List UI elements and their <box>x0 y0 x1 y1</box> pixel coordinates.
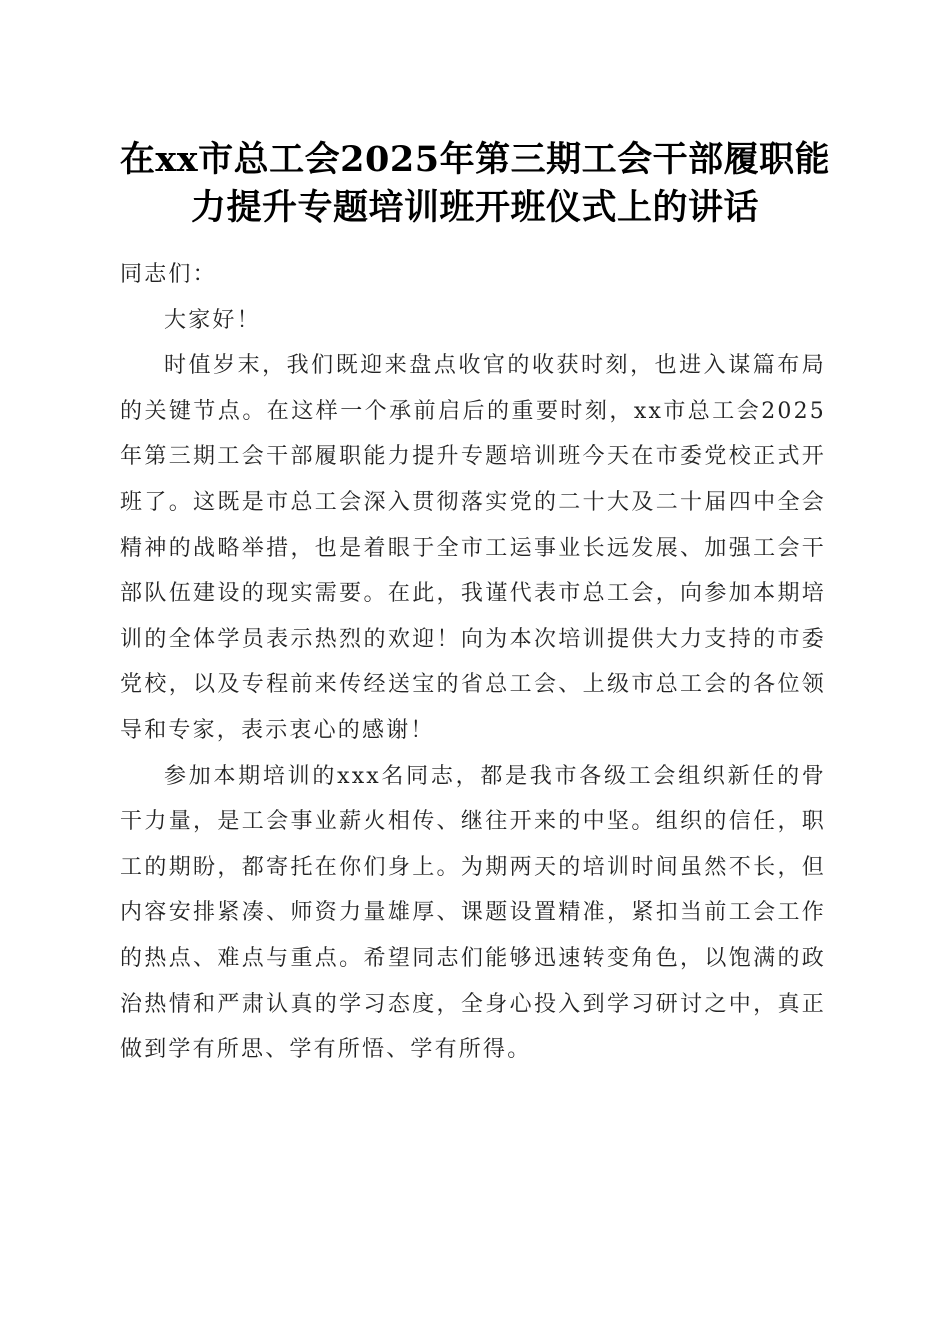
salutation: 同志们： <box>120 262 217 287</box>
greeting: 大家好！ <box>164 307 261 333</box>
document-body <box>120 252 826 1073</box>
paragraph-2: 参加本期培训的xxx名同志，都是我市各级工会组织新任的骨干力量，是工会事业薪火相传、继往开来的中坚。组织的信任，职工的期盼，都寄托在你们身上。为期两天的培训时间虽然不长，但内容安排紧凑、师资力量雄厚、课题设置精准，紧扣当前工会工作的热点、难点与重点。希望同志们能够迅速转变角色，以饱满的政治热情和严肃认真的学习态度，全身心投入到学习研讨之中，真正做到学有所思、学有所悟、学有所得。 <box>120 763 826 1063</box>
title-line-1: 在xx市总工会2025年第三期工会干部履职能 <box>119 139 831 180</box>
document-title <box>100 136 850 232</box>
paragraph-1: 时值岁末，我们既迎来盘点收官的收获时刻，也进入谋篇布局的关键节点。在这样一个承前启后的重要时刻，xx市总工会2025年第三期工会干部履职能力提升专题培训班今天在市委党校正式开班了。这既是市总工会深入贯彻落实党的二十大及二十届四中全会精神的战略举措，也是着眼于全市工运事业长远发展、加强工会干部队伍建设的现实需要。在此，我谨代表市总工会，向参加本期培训的全体学员表示热烈的欢迎！向为本次培训提供大力支持的市委党校，以及专程前来传经送宝的省总工会、上级市总工会的各位领导和专家，表示衷心的感谢！ <box>120 353 826 743</box>
title-line-2: 力提升专题培训班开班仪式上的讲话 <box>190 187 759 228</box>
